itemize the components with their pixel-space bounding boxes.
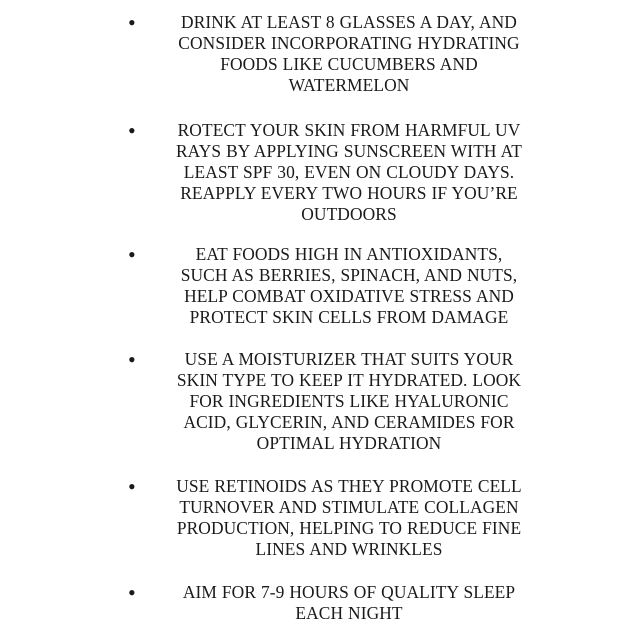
bullet-icon: • xyxy=(128,242,136,267)
tip-text: EAT FOODS HIGH IN ANTIOXIDANTS, SUCH AS BERRIES, SPINACH, AND NUTS, HELP COMBAT OXIDATIVE STRESS AND PROTECT SKIN CELLS FROM DAMAGE xyxy=(180,244,518,327)
tip-text: USE A MOISTURIZER THAT SUITS YOUR SKIN TYPE TO KEEP IT HYDRATED. LOOK FOR INGREDIENTS LIKE HYALURONIC ACID, GLYCERIN, AND CERAMIDES FOR OPTIMAL HYDRATION xyxy=(176,349,522,453)
bullet-icon: • xyxy=(128,347,136,372)
bullet-icon: • xyxy=(128,580,136,605)
tip-moisturizer xyxy=(128,349,548,454)
bullet-icon: • xyxy=(128,10,136,35)
tip-text: ROTECT YOUR SKIN FROM HARMFUL UV RAYS BY APPLYING SUNSCREEN WITH AT LEAST SPF 30, EVEN ON CLOUDY DAYS. REAPPLY EVERY TWO HOURS IF YOU’RE OUTDOORS xyxy=(175,120,523,224)
tip-retinoids xyxy=(128,476,548,560)
tip-sunscreen xyxy=(128,120,548,225)
tip-text: USE RETINOIDS AS THEY PROMOTE CELL TURNOVER AND STIMULATE COLLAGEN PRODUCTION, HELPING TO REDUCE FINE LINES AND WRINKLES xyxy=(176,476,522,559)
tip-antioxidants xyxy=(128,244,548,328)
tip-text: DRINK AT LEAST 8 GLASSES A DAY, AND CONSIDER INCORPORATING HYDRATING FOODS LIKE CUCUMBERS AND WATERMELON xyxy=(178,12,520,95)
bullet-icon: • xyxy=(128,118,136,143)
tip-hydration xyxy=(128,12,548,96)
tip-text: AIM FOR 7-9 HOURS OF QUALITY SLEEP EACH NIGHT xyxy=(182,582,516,623)
tip-sleep xyxy=(128,582,548,624)
bullet-icon: • xyxy=(128,474,136,499)
